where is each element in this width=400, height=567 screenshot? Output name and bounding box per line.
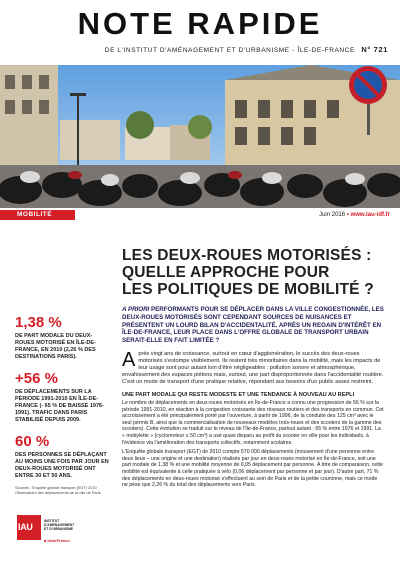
stat-text: DE PART MODALE DU DEUX-ROUES MOTORISÉ EN ÎLE-DE-FRANCE, EN 2010 (2,26 % DES DESTINATIONS PARIS).	[15, 333, 96, 360]
logo-line: D'AMÉNAGEMENT	[44, 523, 75, 527]
date-text: Juin 2016	[319, 212, 346, 218]
issue-number: N° 721	[361, 45, 388, 54]
drop-cap: A	[122, 348, 136, 371]
section-bar	[0, 210, 400, 220]
stat-text: DE DÉPLACEMENTS SUR LA PÉRIODE 1991-2010 EN ÎLE-DE-FRANCE (- 65 % DE BAISSE 1976-1991). TRAFIC DANS PARIS STABILISÉ DEPUIS 2009.	[15, 389, 104, 423]
lead-italic: A PRIORI	[122, 306, 150, 313]
logo-text: IAU	[18, 522, 33, 532]
institute-name: DE L'INSTITUT D'AMÉNAGEMENT ET D'URBANISME - ÎLE-DE-FRANCE	[104, 47, 355, 54]
section-tag	[0, 210, 75, 220]
website-link[interactable]: • www.iau-idf.fr	[346, 212, 390, 218]
publication-title: NOTE RAPIDE	[77, 6, 323, 41]
body-paragraph: Le nombre de déplacements en deux-roues motorisés en Île-de-France a connu une progression de 56 % sur la période 1991-2010, en réaction à la congestion croissante des réseaux routiers et des transports en commun. Cet accroissement a été principalement porté par l'ouverture, à partir de 1996, de la conduite des 125 cm³ avec le seul permis B, ainsi que la commercialisation de nouveaux modèles trois-roues et des scooters de la gamme des scooters). Cette évolution se traduit sur le niveau de l'Île-de-France, partout autant : 65 % entre 1976 et 1991. La « mobylette » (cyclomoteur ≤ 50 cm³) a usé quasi disparu au profit du scooter en ville pour les individuels, à l'évidence via l'amélioration des transports collectifs, notamment scolaires.	[122, 399, 384, 446]
stat-text: DES PERSONNES SE DÉPLAÇANT AU MOINS UNE FOIS PAR JOUR EN DEUX-ROUES MOTORISÉ ONT ENTRE 30 ET 50 ANS.	[15, 452, 109, 479]
stat-value: 60 %	[15, 433, 50, 450]
section-heading: UNE PART MODALE QUI RESTE MODESTE ET UNE TENDANCE À NOUVEAU AU REPLI	[122, 391, 355, 398]
headline-line: LES DEUX-ROUES MOTORISÉS :	[122, 247, 372, 264]
headline-line: LES POLITIQUES DE MOBILITÉ ?	[122, 281, 374, 298]
logo-line: INSTITUT	[44, 519, 60, 523]
scooter-street-illustration	[0, 65, 400, 208]
logo-line: ET D'URBANISME	[44, 527, 74, 531]
iau-logo	[17, 515, 97, 560]
lead-text: PERFORMANTS POUR SE DÉPLACER DANS LA VILLE CONGESTIONNÉE, LES DEUX-ROUES MOTORISÉS SONT CEPENDANT SOURCES DE NUISANCES ET PRÉSENTENT UN LOURD BILAN D'ACCIDENTALITÉ. APRÈS UN REGAIN D'INTÉRÊT EN ÎLE-DE-FRANCE, LEUR PLACE DANS L'OFFRE GLOBALE DE TRANSPORT URBAIN SERAIT-ELLE EN FAIT LIMITÉE ?	[122, 306, 384, 345]
sources-note: Sources : Enquête globale transport (EGT) 2010, Observatoire des déplacements de la ville de Paris.	[15, 486, 102, 495]
masthead	[0, 0, 400, 65]
publication-subtitle	[0, 45, 388, 54]
iau-logo-mark	[17, 515, 41, 540]
headline-line: QUELLE APPROCHE POUR	[122, 264, 330, 281]
stat-value: 1,38 %	[15, 314, 62, 331]
article	[122, 247, 384, 489]
logo-institute-lines	[44, 519, 94, 531]
article-headline	[122, 247, 384, 298]
key-figures	[15, 315, 110, 496]
section-label: MOBILITÉ	[17, 211, 53, 218]
intro-text: près vingt ans de croissance, surtout en cœur d'agglomération, le succès des deux-roues motorisés s'estompe visiblement. Ils restent très minoritaires dans la mobilité, mais les impacts de leur usage sont pour autant loin d'être négligeables : pollution sonore et atmosphérique, envahissement des espaces piétons mais, surtout, une part disproportionnée dans l'accidentalité routière. C'est un mode de transport d'une pratique relative, répondant aux besoins d'un public assez restreint.	[122, 350, 384, 385]
issue-date	[319, 210, 390, 220]
article-lead	[122, 306, 384, 345]
stat-value: +56 %	[15, 370, 58, 387]
cover-photo-scooters	[0, 65, 400, 208]
region-logo: ■ îledeFrance	[44, 538, 70, 543]
body-paragraph: L'Enquête globale transport (EGT) de 2010 compte 570 000 déplacements (mouvement d'une personne entre deux lieux – une origine et une destination) réalisés par jour en deux-roues motorisé en Île-de-France, soit une part modale de 1,38 % et une mobilité moyenne de 0,05 déplacement par personne. À titre de comparaison, cette mobilité est équivalente à celle pratiquée à vélo (0,06 déplacement par personne et par jour). D'autre part, 71 % des déplacements en deux-roues motorisé s'effectuent au sein de Paris et de la petite couronne, mais ce mode ne pèse que 2,26 % du total des déplacements vers Paris.	[122, 449, 383, 489]
intro-paragraph	[122, 348, 384, 386]
